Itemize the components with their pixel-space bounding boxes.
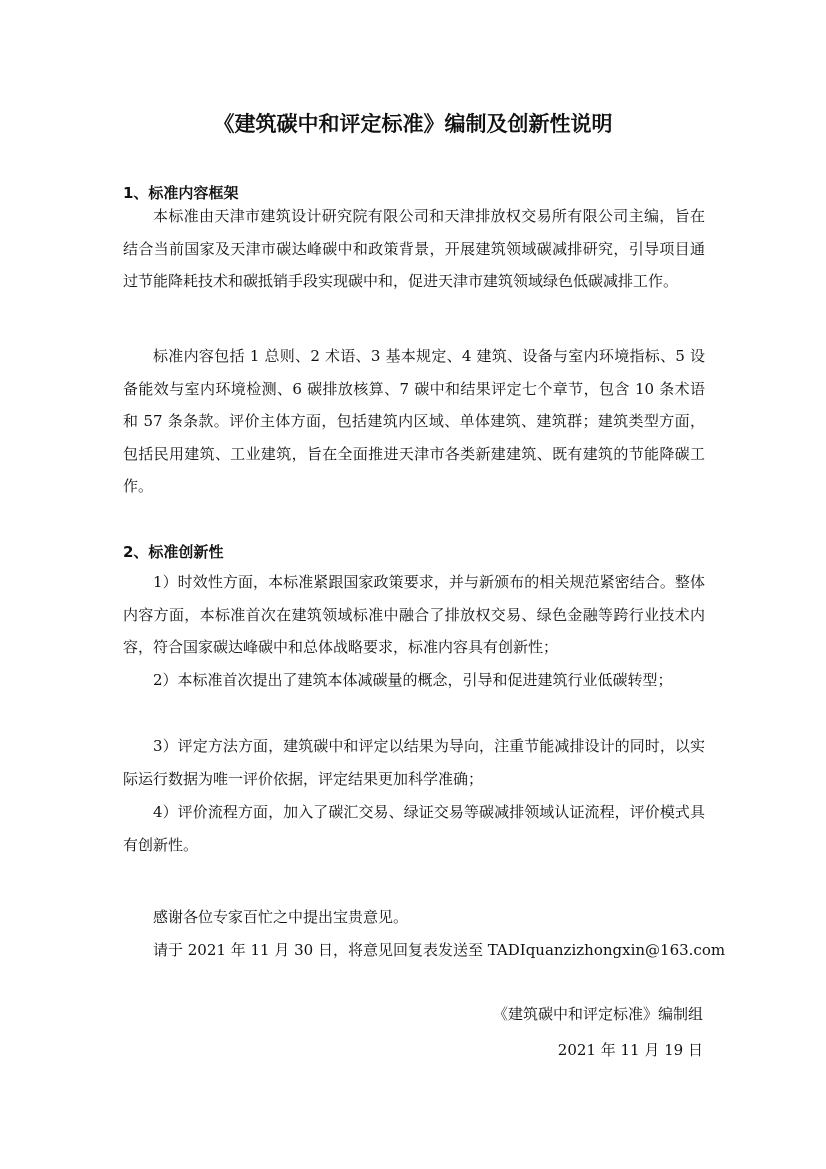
document-title: 《建筑碳中和评定标准》编制及创新性说明 [213, 112, 613, 136]
innovation-item-1: 1）时效性方面，本标准紧跟国家政策要求，并与新颁布的相关规范紧密结合。整体内容方面，本标准首次在建筑领域标准中融合了排放权交易、绿色金融等跨行业技术内容，符合国家碳达峰碳中和总体战略要求，标准内容具有创新性； [123, 573, 705, 656]
section-heading-framework: 1、标准内容框架 [123, 184, 239, 202]
innovation-item-4: 4）评价流程方面，加入了碳汇交易、绿证交易等碳减排领域认证流程，评价模式具有创新性。 [123, 803, 705, 854]
section-heading-innovation: 2、标准创新性 [123, 543, 224, 561]
innovation-item-3: 3）评定方法方面，建筑碳中和评定以结果为导向，注重节能减排设计的同时，以实际运行数据为唯一评价依据，评定结果更加科学准确； [123, 737, 705, 788]
closing-request: 请于 2021 年 11 月 30 日，将意见回复表发送至 TADIquanzizhongxin@163.com [153, 941, 726, 959]
paragraph-editors: 本标准由天津市建筑设计研究院有限公司和天津排放权交易所有限公司主编，旨在结合当前国家及天津市碳达峰碳中和政策背景，开展建筑领域碳减排研究，引导项目通过节能降耗技术和碳抵销手段实现碳中和，促进天津市建筑领域绿色低碳减排工作。 [123, 207, 705, 290]
signature-date: 2021 年 11 月 19 日 [557, 1041, 703, 1059]
innovation-item-2: 2）本标准首次提出了建筑本体减碳量的概念，引导和促进建筑行业低碳转型； [153, 671, 673, 689]
paragraph-contents: 标准内容包括 1 总则、2 术语、3 基本规定、4 建筑、设备与室内环境指标、5 设备能效与室内环境检测、6 碳排放核算、7 碳中和结果评定七个章节，包含 10 条术语和 57 条条款。评价主体方面，包括建筑内区域、单体建筑、建筑群；建筑类型方面，包括民用建筑、工业建筑，旨在全面推进天津市各类新建建筑、既有建筑的节能降碳工作。 [123, 347, 705, 495]
closing-thanks: 感谢各位专家百忙之中提出宝贵意见。 [153, 908, 409, 926]
signature-organization: 《建筑碳中和评定标准》编制组 [492, 1005, 703, 1023]
